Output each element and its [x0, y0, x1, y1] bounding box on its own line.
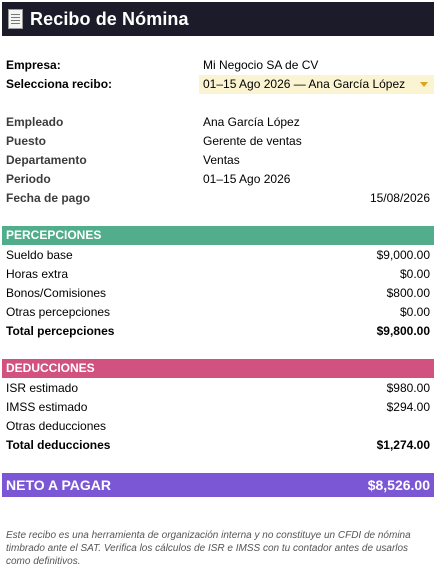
- info-label: Puesto: [6, 134, 47, 148]
- info-row-departamento: [2, 151, 434, 170]
- empresa-label: Empresa:: [6, 58, 61, 72]
- line-label: Otras percepciones: [6, 305, 111, 319]
- info-value: 01–15 Ago 2026: [203, 172, 291, 186]
- info-row-puesto: [2, 132, 434, 151]
- neto-amount: $8,526.00: [367, 477, 430, 493]
- page-title: Recibo de Nómina: [30, 8, 189, 29]
- line-amount: $9,000.00: [376, 248, 430, 262]
- total-label: Total deducciones: [6, 438, 111, 452]
- line-amount: $980.00: [386, 381, 430, 395]
- percepcion-row: [2, 303, 434, 322]
- empresa-value[interactable]: Mi Negocio SA de CV: [203, 58, 319, 72]
- total-label: Total percepciones: [6, 324, 115, 338]
- line-amount: $294.00: [386, 400, 430, 414]
- percepciones-total-row: [2, 322, 434, 341]
- line-label: ISR estimado: [6, 381, 79, 395]
- line-label: Horas extra: [6, 267, 69, 281]
- recibo-select-value: 01–15 Ago 2026 — Ana García López: [203, 77, 406, 91]
- deduccion-row: [2, 417, 434, 436]
- percepcion-row: [2, 246, 434, 265]
- info-row-fecha-pago: [2, 189, 434, 208]
- info-label: Periodo: [6, 172, 51, 186]
- recibo-label: Selecciona recibo:: [6, 77, 113, 91]
- fecha-pago-value: 15/08/2026: [369, 191, 430, 205]
- deduccion-row: [2, 379, 434, 398]
- info-value: Ana García López: [203, 115, 300, 129]
- total-amount: $1,274.00: [376, 438, 430, 452]
- percepciones-header: PERCEPCIONES: [2, 226, 434, 245]
- payroll-receipt-sheet: [2, 2, 434, 574]
- deducciones-header: DEDUCCIONES: [2, 359, 434, 378]
- line-label: Otras deducciones: [6, 419, 107, 433]
- info-row-empleado: [2, 113, 434, 132]
- info-value: Ventas: [203, 153, 240, 167]
- total-amount: $9,800.00: [376, 324, 430, 338]
- document-icon: [8, 9, 23, 29]
- disclaimer-note: Este recibo es una herramienta de organización interna y no constituye un CFDI de nómina timbrado ante el SAT. Verifica los cálculos de ISR e IMSS con tu contador antes de usarlos como definitivos.: [6, 530, 411, 567]
- info-value: Gerente de ventas: [203, 134, 302, 148]
- info-row-periodo: [2, 170, 434, 189]
- line-amount: $0.00: [399, 267, 430, 281]
- percepcion-row: [2, 265, 434, 284]
- recibo-select[interactable]: [199, 75, 434, 94]
- empresa-row: [2, 56, 434, 75]
- line-amount: $0.00: [399, 305, 430, 319]
- header-bar: [2, 2, 434, 36]
- line-label: Sueldo base: [6, 248, 73, 262]
- line-label: IMSS estimado: [6, 400, 88, 414]
- neto-a-pagar-bar: [2, 473, 434, 497]
- info-label: Departamento: [6, 153, 87, 167]
- percepcion-row: [2, 284, 434, 303]
- line-label: Bonos/Comisiones: [6, 286, 107, 300]
- deduccion-row: [2, 398, 434, 417]
- deducciones-total-row: [2, 436, 434, 455]
- fecha-pago-label: Fecha de pago: [6, 191, 91, 205]
- info-label: Empleado: [6, 115, 64, 129]
- line-amount: $800.00: [386, 286, 430, 300]
- neto-label: NETO A PAGAR: [6, 477, 112, 493]
- dropdown-arrow-icon[interactable]: [420, 82, 428, 87]
